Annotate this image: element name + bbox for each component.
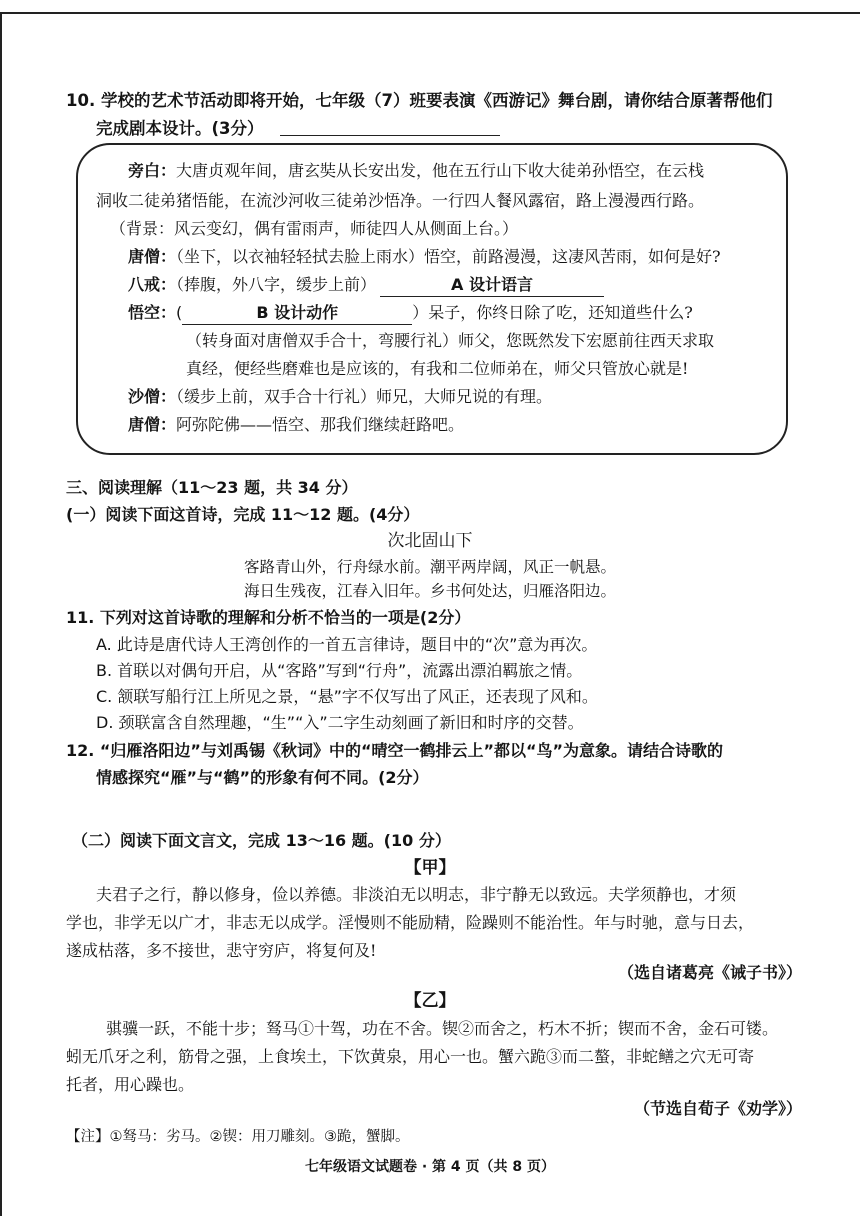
role-shaseng: 沙僧： xyxy=(128,387,177,406)
role-wukong: 悟空： xyxy=(128,303,177,322)
narration-line2: 洞收二徒弟猪悟能，在流沙河收三徒弟沙悟净。一行四人餐风露宿，路上漫漫西行路。 xyxy=(96,191,705,210)
tangseng-line2 xyxy=(128,414,464,436)
q12-line1: 12. “归雁洛阳边”与刘禹锡《秋词》中的“晴空一鹤排云上”都以“鸟”为意象。请结合诗歌的 xyxy=(66,741,724,760)
q12-line2: 情感探究“雁”与“鹤”的形象有何不同。(2分） xyxy=(96,768,429,787)
wukong-text1: ）呆子，你终日除了吃，还知道些什么? xyxy=(412,303,693,322)
shaseng-text: （缓步上前，双手合十行礼）师兄，大师兄说的有理。 xyxy=(176,387,553,406)
stage-background: （背景：风云变幻，偶有雷雨声，师徒四人从侧面上台。） xyxy=(110,219,519,238)
q11-option-a: A. 此诗是唐代诗人王湾创作的一首五言律诗，题目中的“次”意为再次。 xyxy=(96,635,598,654)
q10-line2: 完成剧本设计。(3分） xyxy=(96,119,264,138)
yi-line3: 托者，用心躁也。 xyxy=(66,1075,195,1094)
bajie-action: （捧腹，外八字，缓步上前） xyxy=(176,275,377,294)
q11-stem: 11. 下列对这首诗歌的理解和分析不恰当的一项是(2分） xyxy=(66,608,471,627)
wukong-line2: （转身面对唐僧双手合十，弯腰行礼）师父，您既然发下宏愿前往西天求取 xyxy=(186,331,715,350)
shaseng-line xyxy=(128,386,552,408)
page-footer: 七年级语文试题卷 · 第 4 页（共 8 页） xyxy=(304,1159,556,1175)
q10-number: 10. xyxy=(66,91,96,110)
yi-line2: 蚓无爪牙之利，筋骨之强，上食埃土，下饮黄泉，用心一也。蟹六跪③而二螯，非蛇鳝之穴无可寄 xyxy=(66,1047,755,1066)
narration-line1 xyxy=(128,160,704,182)
jia-title: 【甲】 xyxy=(404,858,456,878)
annotation-note: 【注】①驽马：劣马。②锲：用刀雕刻。③跪，蟹脚。 xyxy=(66,1129,410,1145)
q11-option-b: B. 首联以对偶句开启，从“客路”写到“行舟”，流露出漂泊羁旅之情。 xyxy=(96,661,583,680)
q11-option-c: C. 颔联写船行江上所见之景，“悬”字不仅写出了风正，还表现了风和。 xyxy=(96,687,598,706)
poem-line2: 海日生残夜，江春入旧年。乡书何处达，归雁洛阳边。 xyxy=(243,582,616,600)
q11-option-d: D. 颈联富含自然理趣，“生”“入”二字生动刻画了新旧和时序的交替。 xyxy=(96,713,584,732)
q10-line1 xyxy=(66,90,772,112)
poem-line1: 客路青山外，行舟绿水前。潮平两岸阔，风正一帆悬。 xyxy=(243,558,616,576)
tangseng-text1: （坐下，以衣袖轻轻拭去脸上雨水）悟空，前路漫漫，这凄风苦雨，如何是好? xyxy=(176,247,721,266)
role-narrator: 旁白： xyxy=(128,161,177,180)
page-left-border xyxy=(0,12,2,1216)
tangseng-text2: 阿弥陀佛——悟空、那我们继续赶路吧。 xyxy=(176,415,465,434)
blank-a-design-language[interactable]: A 设计语言 xyxy=(380,274,604,297)
jia-line2: 学也，非学无以广才，非志无以成学。淫慢则不能励精，险躁则不能治性。年与时驰，意与日去， xyxy=(66,913,755,932)
jia-line1: 夫君子之行，静以修身，俭以养德。非淡泊无以明志，非宁静无以致远。夫学须静也，才须 xyxy=(96,885,737,904)
bajie-line xyxy=(128,274,604,297)
page-top-border xyxy=(0,12,860,14)
part1-heading: (一）阅读下面这首诗，完成 11～12 题。(4分） xyxy=(66,505,420,524)
wukong-line3: 真经，便经些磨难也是应该的，有我和二位师弟在，师父只管放心就是! xyxy=(186,359,689,378)
yi-line1: 骐骥一跃，不能十步；驽马①十驾，功在不舍。锲②而舍之，朽木不折；锲而不舍，金石可镂。 xyxy=(106,1019,779,1038)
role-bajie: 八戒： xyxy=(128,275,177,294)
tangseng-line1 xyxy=(128,246,721,268)
jia-source: （选自诸葛亮《诫子书》） xyxy=(617,963,802,982)
yi-title: 【乙】 xyxy=(404,991,456,1011)
role-tangseng-2: 唐僧： xyxy=(128,415,177,434)
jia-line3: 遂成枯落，多不接世，悲守穷庐，将复何及! xyxy=(66,941,377,960)
q10-underline xyxy=(280,135,500,136)
part2-heading: （二）阅读下面文言文，完成 13～16 题。(10 分） xyxy=(72,831,451,850)
narration-text1: 大唐贞观年间，唐玄奘从长安出发，他在五行山下收大徒弟孙悟空，在云栈 xyxy=(176,161,705,180)
poem-title: 次北固山下 xyxy=(387,531,473,551)
section3-heading: 三、阅读理解（11～23 题，共 34 分） xyxy=(66,478,358,497)
wukong-line1: 悟空：( B 设计动作 ）呆子，你终日除了吃，还知道些什么? xyxy=(128,302,693,325)
role-tangseng: 唐僧： xyxy=(128,247,177,266)
blank-b-design-action[interactable]: B 设计动作 xyxy=(182,302,412,325)
yi-source: （节选自荀子《劝学》） xyxy=(633,1099,802,1118)
q10-text: 学校的艺术节活动即将开始，七年级（7）班要表演《西游记》舞台剧，请你结合原著帮他们 xyxy=(100,91,773,110)
